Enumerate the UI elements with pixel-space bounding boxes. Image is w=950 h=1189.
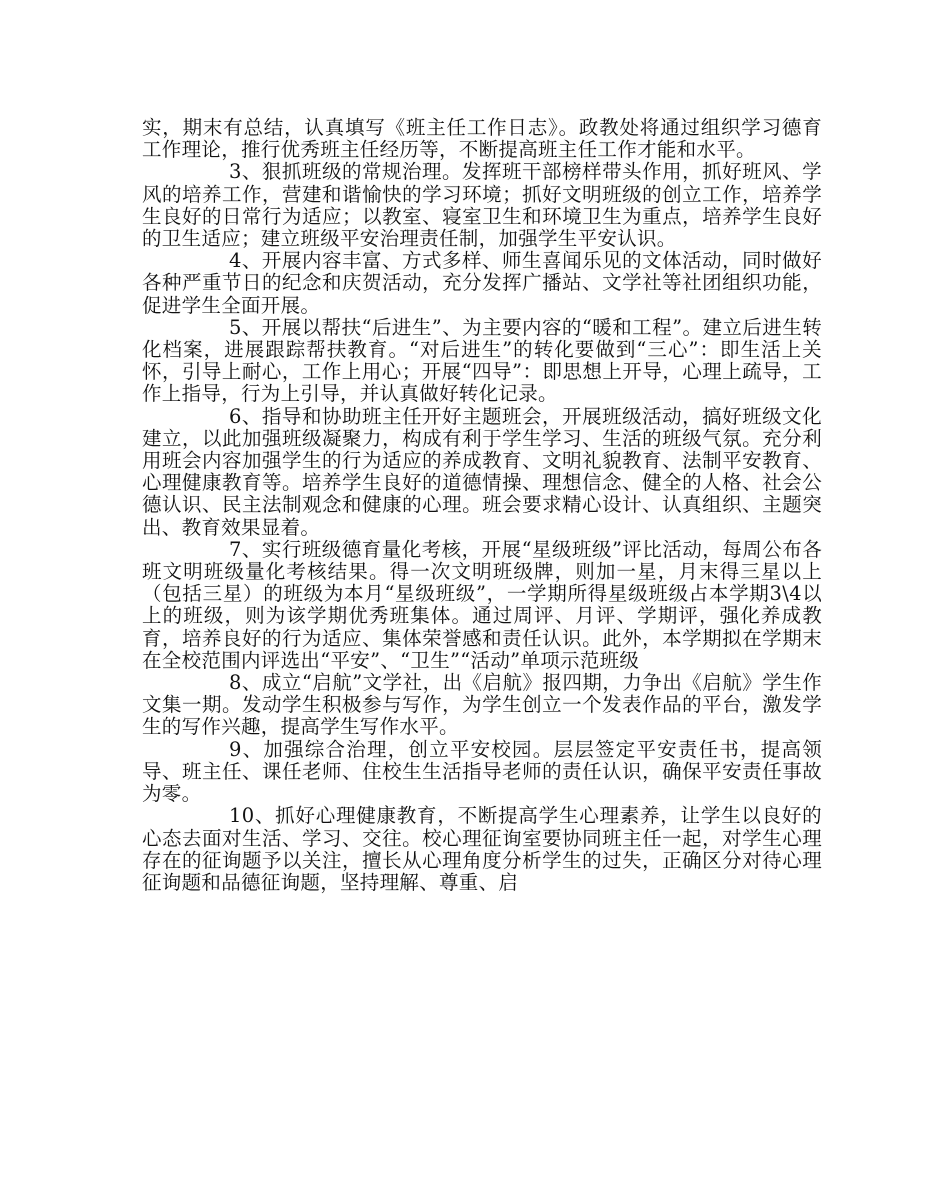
paragraph-9: 10、抓好心理健康教育，不断提高学生心理素养，让学生以良好的心态去面对生活、学习、交往。校心理征询室要协同班主任一起，对学生心理存在的征询题予以关注，擅长从心理角度分析学生的过失，正确区分对待心理征询题和品德征询题，坚持理解、尊重、启 (142, 804, 822, 894)
paragraph-4: 5、开展以帮扶“后进生”、为主要内容的“暖和工程”。建立后进生转化档案，进展跟踪帮扶教育。“对后进生”的转化要做到“三心”：即生活上关怀，引导上耐心，工作上用心；开展“四导”：即思想上开导，心理上疏导，工作上指导，行为上引导，并认真做好转化记录。 (142, 315, 822, 406)
paragraph-1: 实，期末有总结，认真填写《班主任工作日志》。政教处将通过组织学习德育工作理论，推行优秀班主任经历等，不断提高班主任工作才能和水平。 (142, 116, 822, 162)
paragraph-7: 8、成立“启航”文学社，出《启航》报四期，力争出《启航》学生作文集一期。发动学生积极参与写作，为学生创立一个发表作品的平台，激发学生的写作兴趣，提高学生写作水平。 (142, 671, 822, 739)
document-body (142, 117, 822, 894)
paragraph-8: 9、加强综合治理，创立平安校园。层层签定平安责任书，提高领导、班主任、课任老师、住校生生活指导老师的责任认识，确保平安责任事故为零。 (142, 737, 822, 806)
paragraph-3: 4、开展内容丰富、方式多样、师生喜闻乐见的文体活动，同时做好各种严重节日的纪念和庆贺活动，充分发挥广播站、文学社等社团组织功能，促进学生全面开展。 (142, 249, 822, 317)
paragraph-6: 7、实行班级德育量化考核，开展“星级班级”评比活动，每周公布各班文明班级量化考核结果。得一次文明班级牌，则加一星，月末得三星以上（包括三星）的班级为本月“星级班级”，一学期所得星级班级占本学期3\4以上的班级，则为该学期优秀班集体。通过周评、月评、学期评，强化养成教育，培养良好的行为适应、集体荣誉感和责任认识。此外，本学期拟在学期末在全校范围内评选出“平安”、“卫生”“活动”单项示范班级 (142, 537, 822, 672)
paragraph-5: 6、指导和协助班主任开好主题班会，开展班级活动，搞好班级文化建立，以此加强班级凝聚力，构成有利于学生学习、生活的班级气氛。充分利用班会内容加强学生的行为适应的养成教育、文明礼貌教育、法制平安教育、心理健康教育等。培养学生良好的道德情操、理想信念、健全的人格、社会公德认识、民主法制观念和健康的心理。班会要求精心设计、认真组织、主题突出、教育效果显着。 (142, 404, 822, 539)
paragraph-2: 3、狠抓班级的常规治理。发挥班干部榜样带头作用，抓好班风、学风的培养工作，营建和谐愉快的学习环境；抓好文明班级的创立工作，培养学生良好的日常行为适应；以教室、寝室卫生和环境卫生为重点，培养学生良好的卫生适应；建立班级平安治理责任制，加强学生平安认识。 (142, 160, 822, 251)
